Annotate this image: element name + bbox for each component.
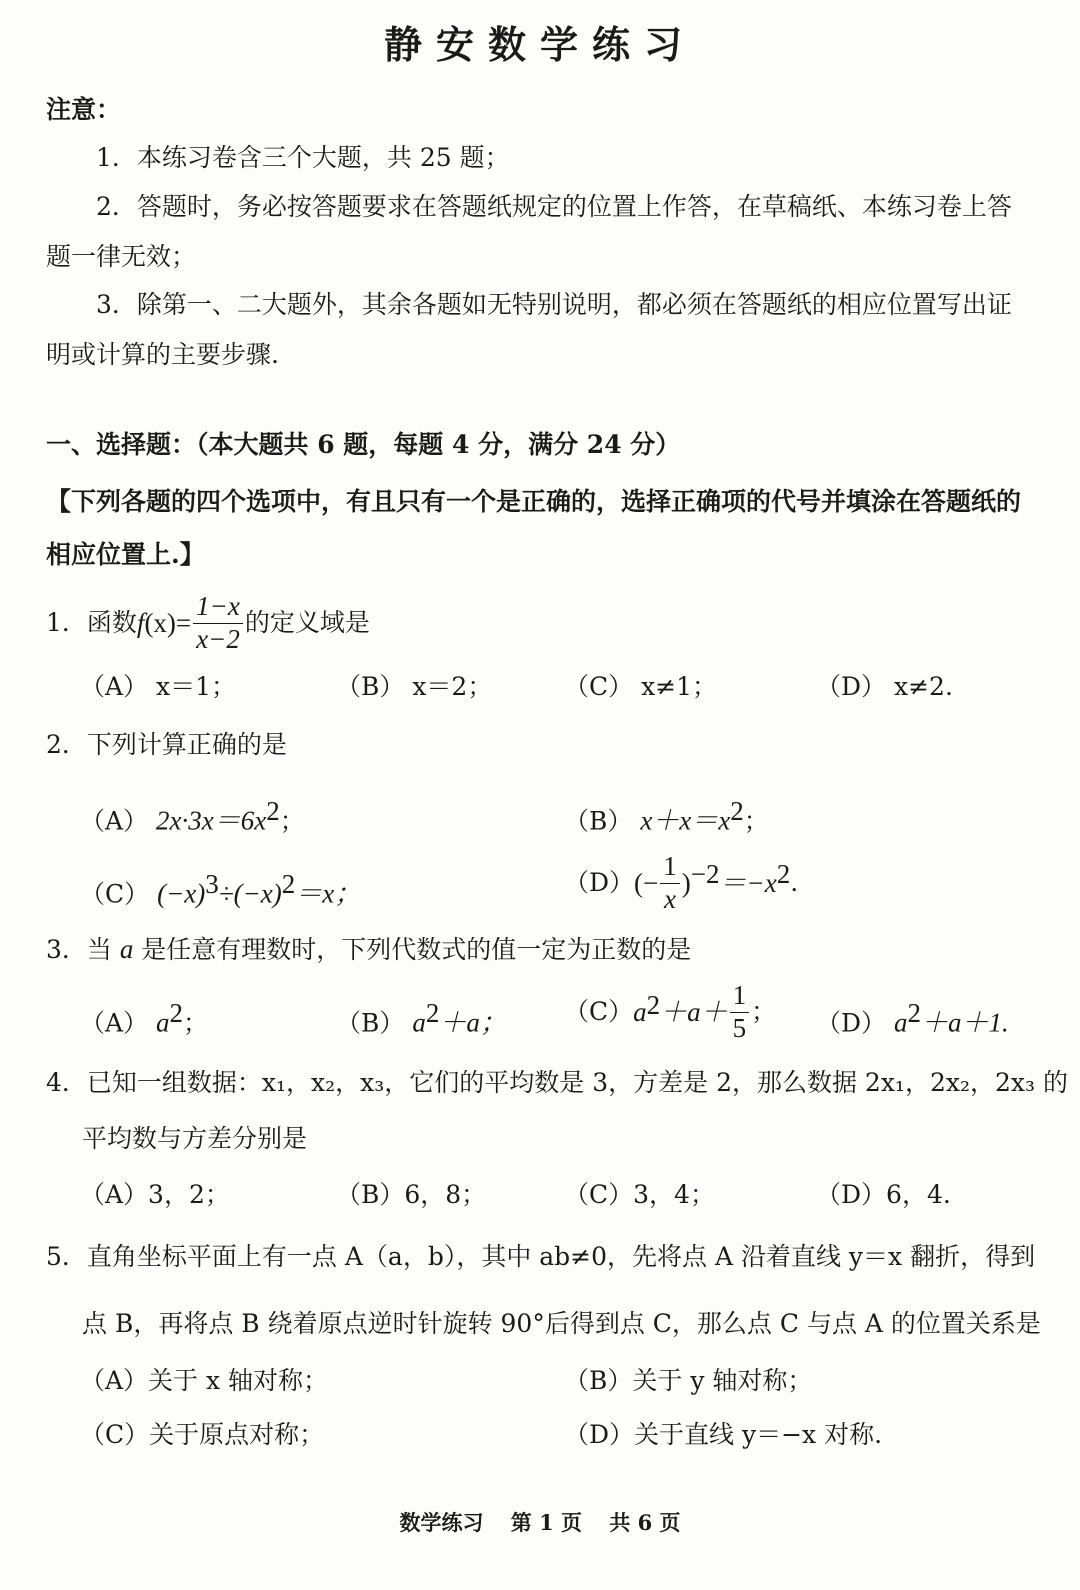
question-3-option-c-numerator: 1 [730,980,750,1012]
question-3-option-d-var: a [894,1007,908,1038]
question-2-stem-text: 下列计算正确的是 [86,730,287,759]
question-3-number: 3． [46,935,87,964]
question-3-option-b-label: （B） [336,1008,405,1038]
question-3-option-c-var: a [633,996,647,1027]
question-1-option-a: （A） x＝1； [80,672,237,701]
question-3-option-a [80,997,208,1039]
question-4-option-b: （B）6，8； [336,1180,487,1209]
page-title: 静安数学练习 [383,22,696,67]
question-5-number: 5． [46,1242,87,1271]
question-3-option-c-semi: ； [751,997,777,1026]
notice-item-1: 1．本练习卷含三个大题，共 25 题； [96,143,510,172]
question-2-option-a-expr: 2x·3x＝6x [156,805,267,836]
question-3-option-a-label: （A） [80,1008,149,1038]
question-3-option-d-expr: ＋a＋1. [921,1007,1009,1038]
question-3-option-a-semi: ； [183,1008,209,1038]
question-1-option-c: （C） x≠1； [564,672,718,701]
question-2-option-d-period: . [790,868,799,897]
question-1-fraction [193,591,243,654]
question-3-option-c-exp: 2 [646,990,661,1020]
question-5-option-d: （D）关于直线 y＝−x 对称. [564,1420,883,1449]
question-5-option-c: （C）关于原点对称； [80,1420,325,1449]
question-2-option-d-tail-exp: 2 [776,859,791,889]
question-4-option-d: （D）6，4. [816,1180,951,1209]
question-3-var: a [119,934,134,964]
question-2-option-d-exp: −2 [690,859,720,889]
question-2-option-d-label: （D） [564,868,635,897]
question-1-eq: = [175,607,192,638]
footer-total-pages: 共 6 页 [609,1510,681,1535]
notice-item-2-line-2: 题一律无效； [46,242,197,271]
question-5-option-a: （A）关于 x 轴对称； [80,1366,329,1395]
question-1-option-d: （D） x≠2. [816,672,953,701]
question-3-stem-pre: 当 [86,935,120,964]
question-5-option-b: （B）关于 y 轴对称； [564,1366,813,1395]
notice-item-2-line-1: 2．答题时，务必按答题要求在答题纸规定的位置上作答，在草稿纸、本练习卷上答 [96,192,1012,221]
notice-heading: 注意： [46,95,122,124]
question-2-option-b [564,795,769,837]
question-2-option-d-numerator: 1 [660,851,680,883]
question-2-option-c-exp-3: 3 [205,869,219,899]
question-3-option-b [336,997,507,1039]
question-3-option-b-var: a [412,1007,426,1038]
question-3-option-a-exp: 2 [169,998,184,1028]
question-2-option-d-fraction [660,851,680,914]
question-3-option-c-label: （C） [564,997,634,1026]
question-3-stem-post: 是任意有理数时，下列代数式的值一定为正数的是 [133,935,692,964]
question-2-option-d-denominator: x [664,883,676,914]
question-2-option-b-semi: ； [743,806,769,836]
question-2-option-a [80,795,305,837]
question-2-number: 2． [46,730,87,759]
question-2-option-c-expr-2: ÷(−x) [218,878,282,909]
question-2-option-c-label: （C） [80,879,150,909]
question-2-option-c-expr-1: (−x) [157,878,206,909]
question-3-option-a-expr: a [156,1007,170,1038]
notice-item-3-line-1: 3．除第一、二大题外，其余各题如无特别说明，都必须在答题纸的相应位置写出证 [96,290,1012,319]
question-1-stem-post: 的定义域是 [244,608,370,637]
question-4-number: 4． [46,1068,87,1097]
question-3-option-c-expr: ＋a＋ [660,996,728,1027]
question-1-stem-pre: 函数 [86,608,137,637]
question-2-option-b-expr: x＋x＝x [640,805,731,836]
question-4-option-a: （A）3，2； [80,1180,230,1209]
question-1-numerator: 1−x [193,591,243,623]
question-5-line-1-text: 直角坐标平面上有一点 A（a，b），其中 ab≠0，先将点 A 沿着直线 y＝x 翻折，得到 [86,1242,1036,1271]
question-5-stem-line-2: 点 B，再将点 B 绕着原点逆时针旋转 90°后得到点 C，那么点 C 与点 A 的位置关系是 [82,1309,1041,1338]
question-1-option-b: （B） x＝2； [336,672,493,701]
footer-page-number: 第 1 页 [510,1510,582,1535]
question-2-option-d-tail: ＝−x [719,867,777,898]
question-2-option-a-semi: ； [279,806,305,836]
footer-subject: 数学练习 [399,1510,484,1535]
question-2-option-a-label: （A） [80,806,149,836]
question-1-denominator: x−2 [196,623,240,654]
question-3-option-d [816,997,1009,1039]
question-1-number: 1． [46,608,87,637]
question-2-option-d-post: ) [681,867,691,898]
question-4-option-c: （C）3，4； [564,1180,715,1209]
question-2-option-a-exp: 2 [266,796,280,826]
question-4-stem-line-1 [46,1068,1068,1098]
question-3-option-c [564,977,776,1047]
question-3-option-c-fraction [730,980,750,1043]
question-2-option-b-label: （B） [564,806,633,836]
question-3-stem [46,933,691,965]
question-2-option-b-exp: 2 [730,796,744,826]
question-4-line-1-text: 已知一组数据：x₁，x₂，x₃，它们的平均数是 3，方差是 2，那么数据 2x₁，2x₂，2x₃ 的 [86,1068,1068,1097]
question-1-stem [46,588,370,658]
question-2-option-c-expr-3: ＝x； [295,878,362,909]
question-2-option-c [80,868,361,910]
question-2-option-d [564,848,798,918]
section-1-instructions-line-2: 相应位置上.】 [46,540,205,569]
question-2-option-d-pre: (− [634,867,659,898]
page-footer [0,1510,1080,1535]
question-2-stem [46,730,287,760]
question-5-stem-line-1 [46,1242,1035,1272]
section-1-heading: 一、选择题：（本大题共 6 题，每题 4 分，满分 24 分） [46,430,681,459]
question-3-option-c-denominator: 5 [732,1012,747,1043]
question-3-option-b-exp: 2 [425,998,440,1028]
question-3-option-d-exp: 2 [907,998,921,1028]
question-1-arg: (x) [144,607,176,638]
question-4-stem-line-2: 平均数与方差分别是 [82,1124,308,1153]
question-1-func: f [136,607,145,638]
notice-item-3-line-2: 明或计算的主要步骤. [46,340,279,369]
question-2-option-c-exp-2: 2 [281,869,296,899]
question-3-option-d-label: （D） [816,1008,887,1038]
section-1-instructions-line-1: 【下列各题的四个选项中，有且只有一个是正确的，选择正确项的代号并填涂在答题纸的 [46,487,1022,516]
question-3-option-b-expr: ＋a； [439,1007,507,1038]
